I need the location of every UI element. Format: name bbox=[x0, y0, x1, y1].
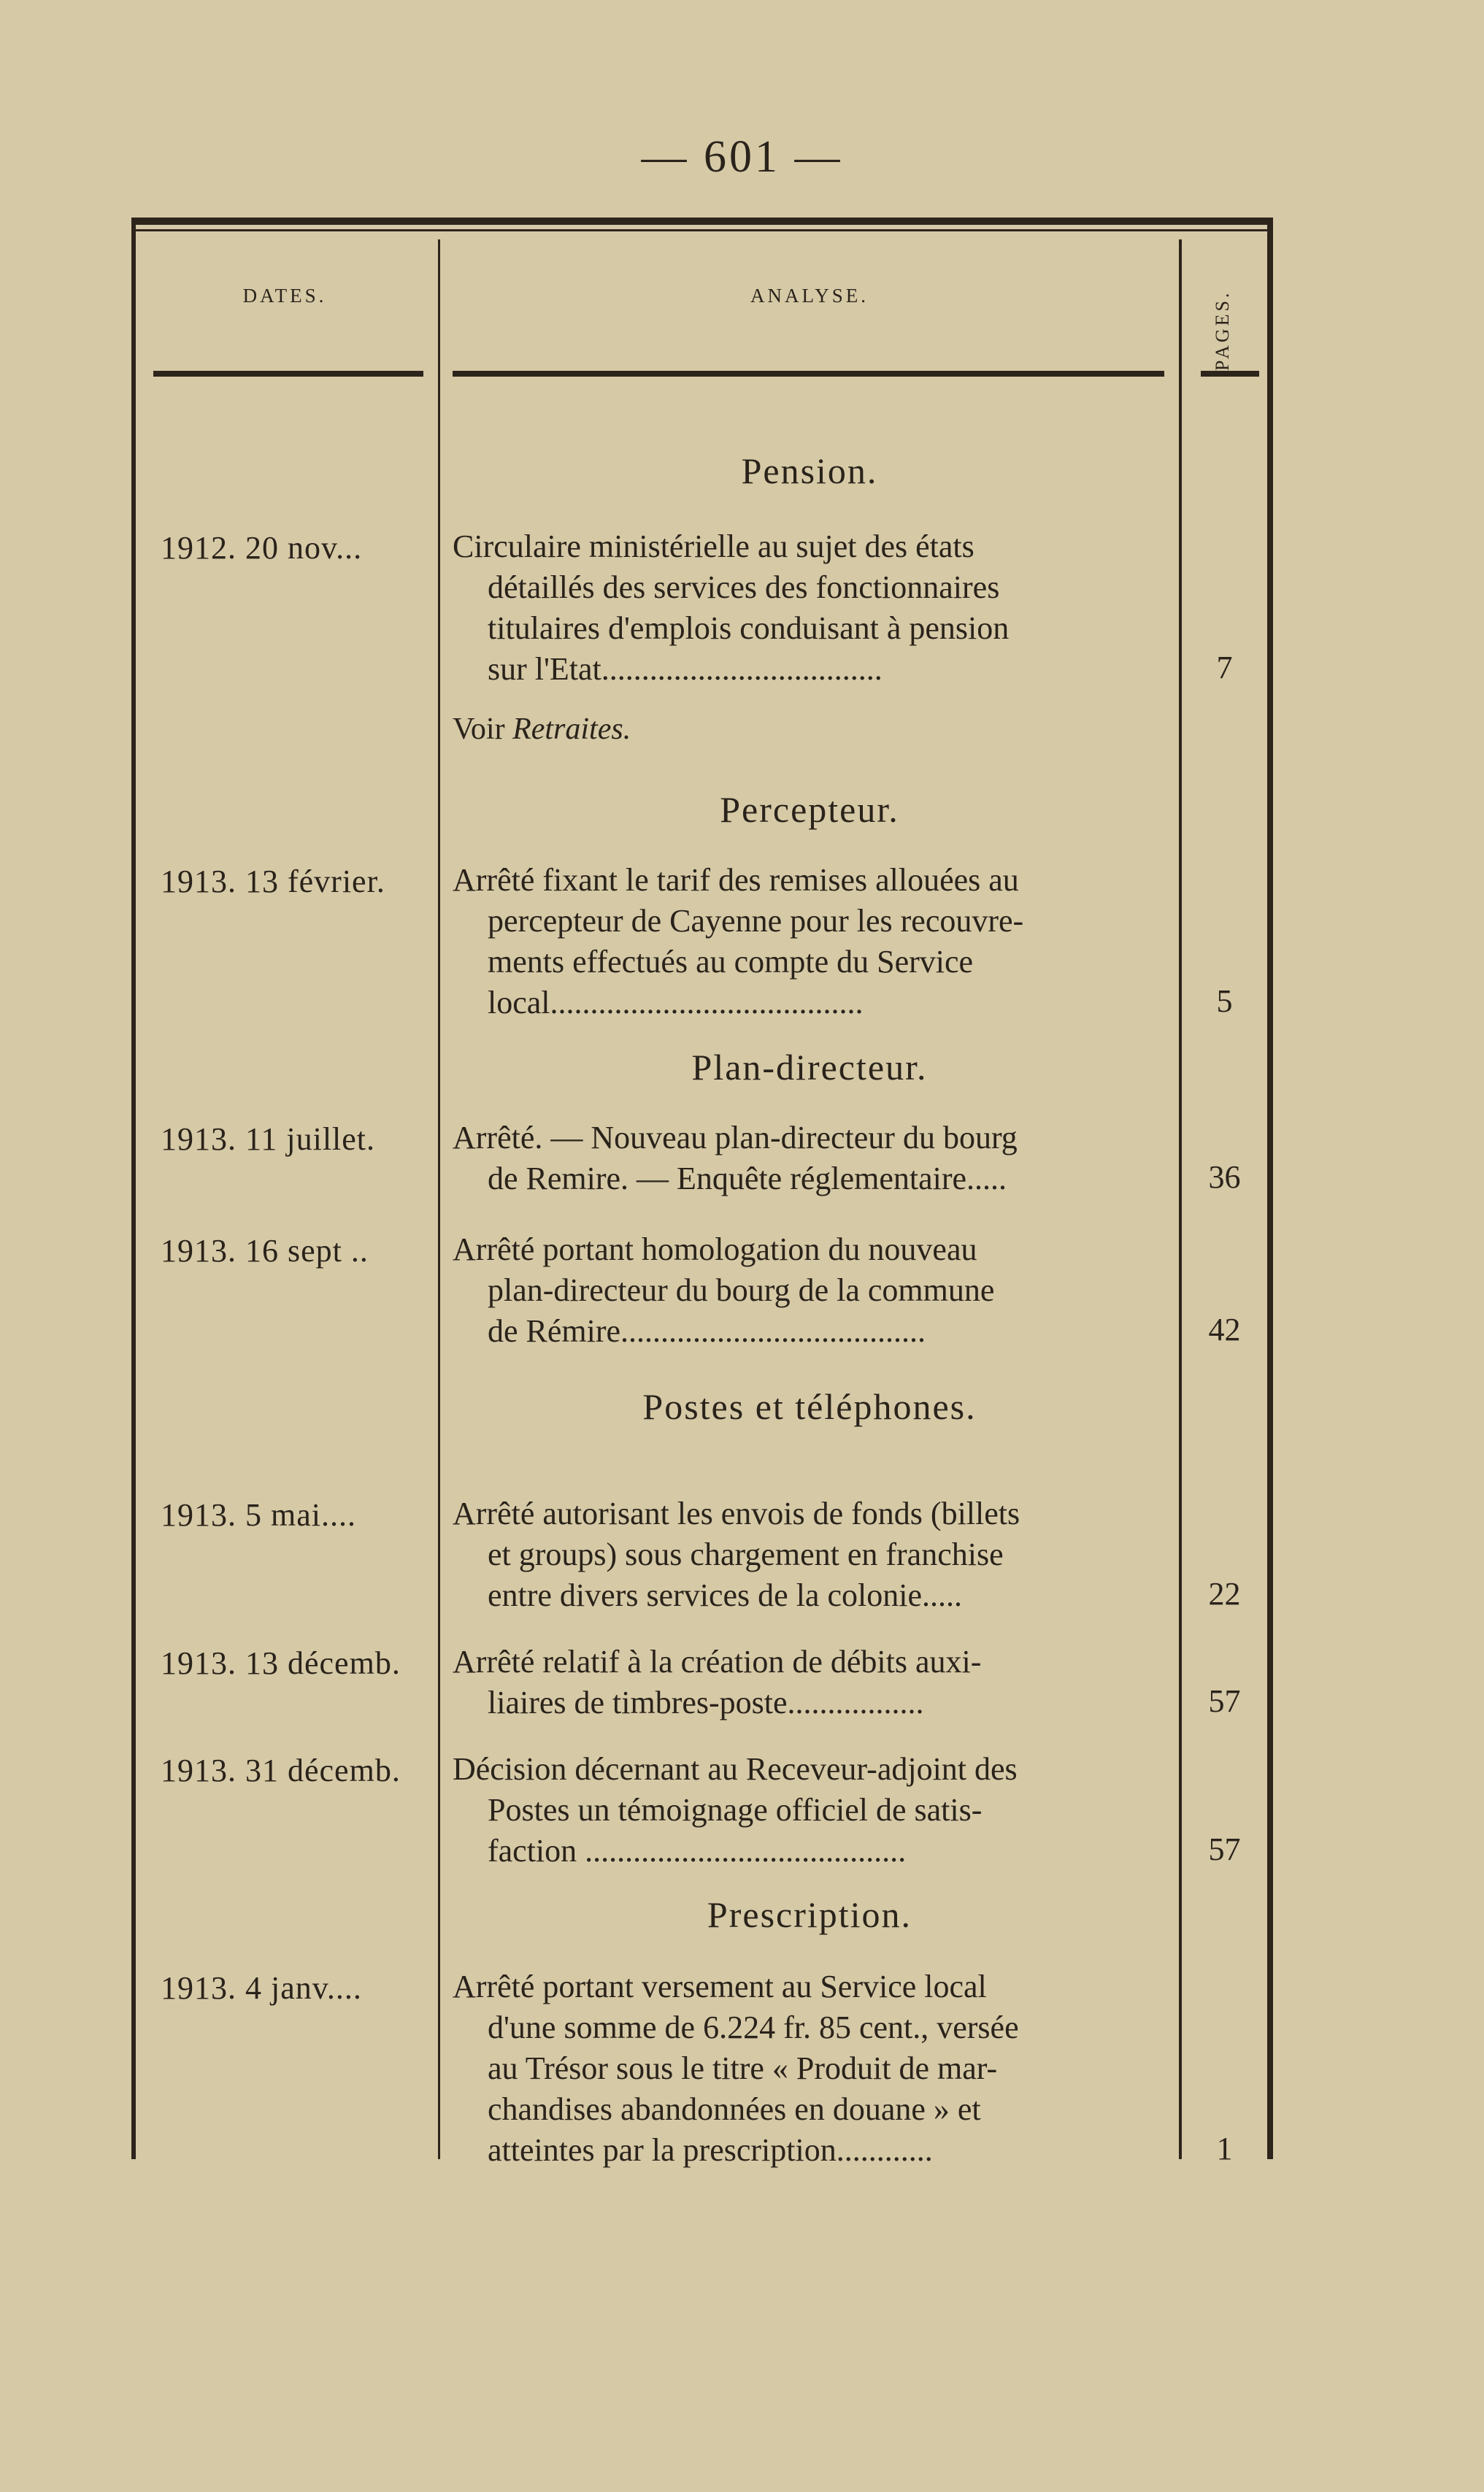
column-header-pages: PAGES. bbox=[1212, 290, 1233, 371]
entry-line: liaires de timbres-poste................. bbox=[488, 1685, 924, 1720]
entry-date: 1913. 4 janv.... bbox=[161, 1970, 362, 2006]
entry-text bbox=[453, 1642, 1168, 1723]
entry-line: faction ........................................ bbox=[488, 1833, 907, 1869]
entry-page: 7 bbox=[1216, 650, 1233, 685]
entry-date: 1913. 5 mai.... bbox=[161, 1497, 356, 1533]
entry-line: percepteur de Cayenne pour les recouvre- bbox=[488, 903, 1024, 939]
entry-line: Arrêté autorisant les envois de fonds (billets bbox=[453, 1496, 1020, 1531]
entry-text bbox=[453, 1229, 1168, 1352]
see-also-prefix: Voir bbox=[453, 712, 505, 746]
entry-page: 22 bbox=[1208, 1576, 1241, 1612]
header-rule-analyse bbox=[453, 371, 1164, 377]
entry-date: 1913. 31 décemb. bbox=[161, 1753, 401, 1788]
header-rule-dates bbox=[153, 371, 423, 377]
entry-line: Arrêté portant homologation du nouveau bbox=[453, 1231, 977, 1267]
entry-line: au Trésor sous le titre « Produit de mar- bbox=[488, 2050, 998, 2086]
column-header-dates: DATES. bbox=[242, 285, 327, 307]
entry-date: 1913. 13 décemb. bbox=[161, 1645, 401, 1681]
entry-line: entre divers services de la colonie..... bbox=[488, 1577, 962, 1613]
entry-line: Postes un témoignage officiel de satis- bbox=[488, 1792, 983, 1828]
see-also-reference: Retraites. bbox=[512, 712, 631, 746]
entry-page: 42 bbox=[1208, 1312, 1241, 1347]
entry-date: 1912. 20 nov... bbox=[161, 530, 363, 566]
entry-line: titulaires d'emplois conduisant à pension bbox=[488, 610, 1010, 646]
column-header-analyse: ANALYSE. bbox=[750, 285, 869, 307]
entry-line: d'une somme de 6.224 fr. 85 cent., versée bbox=[488, 2010, 1019, 2045]
entry-line: ments effectués au compte du Service bbox=[488, 944, 974, 980]
entry-text bbox=[453, 860, 1168, 1023]
entry-line: Arrêté. — Nouveau plan-directeur du bourg bbox=[453, 1120, 1018, 1155]
entry-page: 57 bbox=[1208, 1683, 1241, 1719]
entry-line: Arrêté fixant le tarif des remises allouées au bbox=[453, 862, 1019, 898]
entry-text bbox=[453, 1966, 1168, 2171]
section-title-postes-telephones: Postes et téléphones. bbox=[642, 1386, 977, 1427]
section-title-prescription: Prescription. bbox=[707, 1894, 912, 1935]
table-top-rule bbox=[131, 218, 1270, 225]
entry-text bbox=[453, 1749, 1168, 1872]
entry-date: 1913. 11 juillet. bbox=[161, 1121, 376, 1157]
column-divider-pages bbox=[1179, 239, 1182, 2159]
header-rule-pages bbox=[1201, 371, 1259, 377]
entry-text bbox=[453, 1118, 1168, 1199]
entry-line: de Rémire...................................... bbox=[488, 1313, 926, 1349]
entry-page: 36 bbox=[1208, 1159, 1241, 1195]
entry-date: 1913. 16 sept .. bbox=[161, 1233, 369, 1269]
section-title-pension: Pension. bbox=[741, 450, 878, 491]
entry-line: plan-directeur du bourg de la commune bbox=[488, 1272, 995, 1308]
index-table bbox=[131, 218, 1274, 2168]
column-divider-dates bbox=[438, 239, 440, 2159]
entry-line: Décision décernant au Receveur-adjoint des bbox=[453, 1751, 1018, 1787]
page-number: — 601 — bbox=[641, 132, 843, 182]
entry-line: et groups) sous chargement en franchise bbox=[488, 1537, 1004, 1572]
section-title-percepteur: Percepteur. bbox=[720, 789, 899, 830]
entry-line: Circulaire ministérielle au sujet des états bbox=[453, 528, 974, 564]
entry-line: sur l'Etat................................... bbox=[488, 651, 883, 687]
entry-line: Arrêté portant versement au Service local bbox=[453, 1969, 987, 2004]
section-title-plan-directeur: Plan-directeur. bbox=[691, 1047, 928, 1088]
table-top-rule-thin bbox=[131, 229, 1270, 231]
entry-date: 1913. 13 février. bbox=[161, 864, 385, 899]
table-right-border bbox=[1267, 218, 1273, 2159]
entry-line: détaillés des services des fonctionnaires bbox=[488, 569, 1000, 605]
entry-text bbox=[453, 526, 1168, 690]
entry-text bbox=[453, 1493, 1168, 1616]
table-left-border bbox=[131, 218, 136, 2159]
entry-line: chandises abandonnées en douane » et bbox=[488, 2091, 981, 2127]
entry-line: atteintes par la prescription............ bbox=[488, 2132, 933, 2168]
entry-line: de Remire. — Enquête réglementaire..... bbox=[488, 1161, 1007, 1196]
entry-line: Arrêté relatif à la création de débits auxi- bbox=[453, 1644, 982, 1680]
see-also-note bbox=[453, 712, 631, 747]
entry-page: 57 bbox=[1208, 1831, 1241, 1867]
entry-line: local....................................... bbox=[488, 985, 864, 1020]
entry-page: 1 bbox=[1216, 2131, 1233, 2166]
entry-page: 5 bbox=[1216, 983, 1233, 1019]
